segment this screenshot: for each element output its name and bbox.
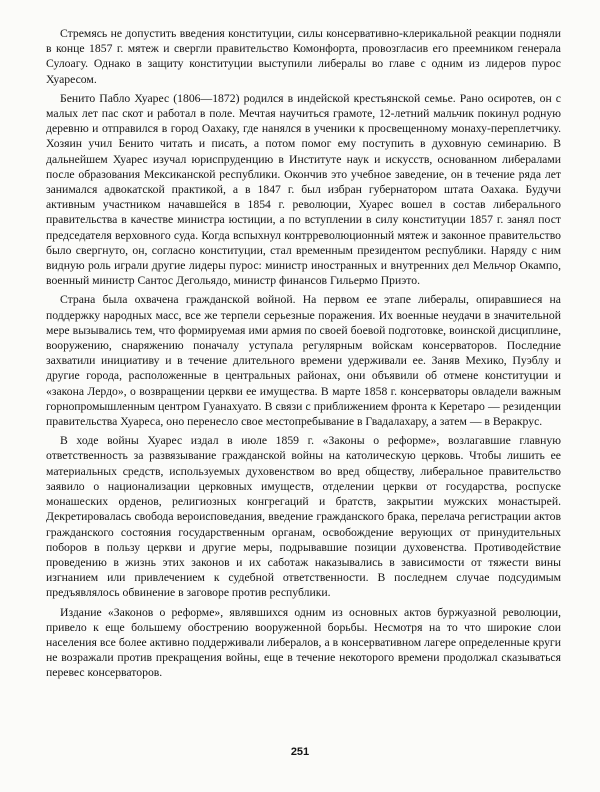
body-text bbox=[46, 26, 561, 685]
paragraph-5: Издание «Законов о реформе», являвшихся одним из основных актов буржуазной революции, привело к еще большему обострению вооруженной борьбы. Несмотря на то что широкие слои населения все более активно поддерживали либералов, а в консервативном лагере определенные круги не возражали против прекращения войны, еще в течение некоторого времени продолжал сказываться перевес консерваторов. bbox=[46, 605, 561, 680]
paragraph-2: Бенито Пабло Хуарес (1806—1872) родился в индейской крестьянской семье. Рано осиротев, он с малых лет пас скот и работал в поле. Мечтая научиться грамоте, 12-летний мальчик покинул родную деревню и отправился в город Оахаку, где нанялся в ученики к просвещенному монаху-переплетчику. Хозяин учил Бенито читать и писать, а потом помог ему поступить в духовную семинарию. В дальнейшем Хуарес изучал юриспруденцию в Институте наук и искусств, основанном либералами после образования Мексиканской республики. Окончив это учебное заведение, он в течение ряда лет занимался адвокатской практикой, а в 1847 г. был избран губернатором штата Оахака. Будучи активным участником начавшейся в 1854 г. революции, Хуарес вошел в состав либерального правительства в качестве министра юстиции, а по вступлении в силу конституции 1857 г. занял пост председателя верховного суда. Когда вспыхнул контрреволюционный мятеж и законное правительство было свергнуто, он, согласно конституции, стал временным президентом республики. Наряду с ним видную роль играли другие лидеры пурос: министр иностранных и внутренних дел Мельчор Окампо, военный министр Сантос Дегольядо, министр финансов Гильермо Приэто. bbox=[46, 91, 561, 288]
paragraph-3: Страна была охвачена гражданской войной. На первом ее этапе либералы, опиравшиеся на поддержку народных масс, все же терпели серьезные поражения. Их военные неудачи в значительной мере вызывались тем, что формируемая ими армия по своей боевой подготовке, воинской дисциплине, вооружению, снаряжению поначалу уступала регулярным войскам консерваторов. Последние захватили инициативу и в течение длительного времени удерживали ее. Заняв Мехико, Пуэблу и другие города, расположенные в центральных районах, они объявили об отмене конституции и «закона Лердо», о возвращении церкви ее имущества. В марте 1858 г. консерваторы овладели важным горнопромышленным центром Гуанахуато. В связи с приближением фронта к Керетаро — резиденции правительства Хуареса, оно перенесло свое местопребывание в Гвадалахару, а затем — в Веракрус. bbox=[46, 293, 561, 429]
paragraph-4: В ходе войны Хуарес издал в июле 1859 г. «Законы о реформе», возлагавшие главную ответственность за развязывание гражданской войны на католическую церковь. Чтобы лишить ее материальных средств, используемых духовенством во вред обществу, либеральное правительство заявило о национализации церковных имуществ, отделении церкви от государства, роспуске монашеских орденов, религиозных конгрегаций и братств, закрытии мужских монастырей. Декретировалась свобода вероисповедания, введение гражданского брака, перелача регистрации актов гражданского состояния государственным органам, освобождение верующих от принудительных поборов в пользу церкви и другие меры, подрывавшие позиции духовенства. Противодействие проведению в жизнь этих законов и их саботаж наказывались в зависимости от тяжести вины изгнанием или привлечением к судебной ответственности. В последнем случае подсудимым предъявлялось обвинение в заговоре против республики. bbox=[46, 434, 561, 600]
paragraph-1: Стремясь не допустить введения конституции, силы консервативно-клерикальной реакции подняли в конце 1857 г. мятеж и свергли правительство Комонфорта, провозгласив его преемником генерала Сулоагу. Однако в защиту конституции выступили либералы во главе с одним из лидеров пурос Хуаресом. bbox=[46, 27, 561, 86]
page-number: 251 bbox=[290, 746, 310, 758]
